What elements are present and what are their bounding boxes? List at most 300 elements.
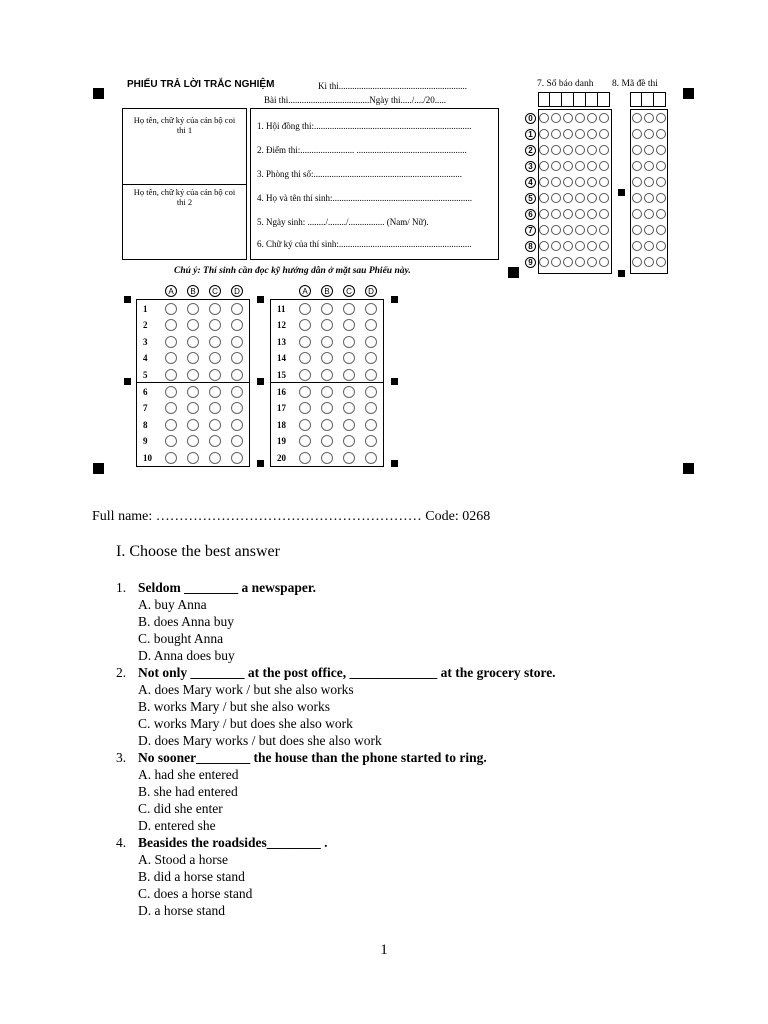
- exam-code-bubble[interactable]: [632, 145, 642, 155]
- exam-code-bubble[interactable]: [644, 241, 654, 251]
- candidate-id-bubble[interactable]: [563, 257, 573, 267]
- answer-bubble[interactable]: [165, 435, 177, 447]
- exam-code-bubble[interactable]: [644, 113, 654, 123]
- column-d-label: D: [231, 285, 243, 297]
- answer-bubble[interactable]: [209, 419, 221, 431]
- answer-bubble[interactable]: [165, 369, 177, 381]
- answer-option[interactable]: B. she had entered: [138, 784, 238, 799]
- candidate-id-bubble[interactable]: [563, 145, 573, 155]
- registration-mark: [124, 296, 131, 303]
- answer-row: [270, 400, 387, 416]
- candidate-id-bubble[interactable]: [539, 225, 549, 235]
- answer-bubble[interactable]: [187, 402, 199, 414]
- answer-bubble[interactable]: [343, 402, 355, 414]
- candidate-id-bubble[interactable]: [587, 145, 597, 155]
- question-item: [116, 749, 736, 834]
- candidate-id-bubble[interactable]: [551, 241, 561, 251]
- answer-bubble[interactable]: [209, 336, 221, 348]
- answer-bubble[interactable]: [231, 452, 243, 464]
- exam-code-bubble[interactable]: [644, 145, 654, 155]
- answer-bubble[interactable]: [187, 386, 199, 398]
- answer-row: [136, 433, 253, 449]
- answer-bubble[interactable]: [165, 352, 177, 364]
- answer-bubble[interactable]: [299, 419, 311, 431]
- answer-row: [270, 350, 387, 366]
- answer-bubble[interactable]: [231, 319, 243, 331]
- answer-bubble[interactable]: [365, 386, 377, 398]
- registration-mark: [93, 463, 104, 474]
- candidate-id-bubble[interactable]: [539, 193, 549, 203]
- exam-code-bubble[interactable]: [656, 145, 666, 155]
- answer-bubble[interactable]: [365, 402, 377, 414]
- candidate-id-bubble[interactable]: [575, 193, 585, 203]
- answer-bubble[interactable]: [231, 336, 243, 348]
- answer-bubble[interactable]: [209, 319, 221, 331]
- digit-label: 5: [525, 193, 536, 204]
- candidate-id-bubble[interactable]: [539, 257, 549, 267]
- answer-option[interactable]: A. had she entered: [138, 767, 239, 782]
- exam-code-row: [632, 256, 668, 268]
- answer-row-number: 9: [143, 436, 148, 447]
- answer-row-number: 18: [277, 419, 286, 430]
- candidate-id-bubble[interactable]: [551, 161, 561, 171]
- field-candidate-name: 4. Họ và tên thí sinh:..............................................................: [257, 193, 472, 203]
- candidate-id-bubble[interactable]: [563, 209, 573, 219]
- answer-option[interactable]: B. works Mary / but she also works: [138, 699, 330, 714]
- candidate-id-bubble[interactable]: [587, 193, 597, 203]
- answer-bubble[interactable]: [165, 336, 177, 348]
- question-text: Seldom ________ a newspaper.: [138, 580, 317, 595]
- digit-row: [525, 128, 611, 140]
- candidate-id-bubble[interactable]: [587, 177, 597, 187]
- digit-label: 3: [525, 161, 536, 172]
- exam-code-row: [632, 176, 668, 188]
- exam-code-bubble[interactable]: [632, 241, 642, 251]
- answer-bubble[interactable]: [365, 435, 377, 447]
- exam-code-row: [632, 240, 668, 252]
- answer-bubble[interactable]: [299, 352, 311, 364]
- answer-option[interactable]: D. entered she: [138, 818, 216, 833]
- candidate-id-bubble[interactable]: [587, 161, 597, 171]
- answer-bubble[interactable]: [209, 352, 221, 364]
- exam-code-label: 8. Mã đề thi: [612, 79, 658, 89]
- fullname-code-line: Full name: ………………………………………………… Code: 0268: [92, 509, 491, 524]
- answer-row: [136, 350, 253, 366]
- candidate-id-bubble[interactable]: [599, 225, 609, 235]
- answer-bubble[interactable]: [365, 419, 377, 431]
- answer-bubble[interactable]: [343, 452, 355, 464]
- answer-bubble[interactable]: [321, 369, 333, 381]
- answer-bubble[interactable]: [231, 402, 243, 414]
- exam-line: Kì thi.........................................................: [318, 81, 468, 91]
- answer-bubble[interactable]: [343, 303, 355, 315]
- registration-mark: [124, 378, 131, 385]
- exam-code-bubble[interactable]: [644, 257, 654, 267]
- answer-bubble[interactable]: [321, 386, 333, 398]
- answer-row: [136, 384, 253, 400]
- exam-code-bubble[interactable]: [656, 113, 666, 123]
- answer-bubble[interactable]: [299, 303, 311, 315]
- answer-option[interactable]: C. bought Anna: [138, 631, 224, 646]
- exam-code-bubble[interactable]: [632, 129, 642, 139]
- answer-bubble[interactable]: [365, 336, 377, 348]
- answer-row: [136, 400, 253, 416]
- answer-row-number: 19: [277, 436, 286, 447]
- exam-code-bubble[interactable]: [632, 257, 642, 267]
- candidate-id-bubble[interactable]: [599, 129, 609, 139]
- answer-bubble[interactable]: [365, 369, 377, 381]
- answer-row: [270, 417, 387, 433]
- registration-mark: [683, 88, 694, 99]
- answer-option[interactable]: C. works Mary / but does she also work: [138, 716, 353, 731]
- answer-bubble[interactable]: [187, 319, 199, 331]
- answer-option[interactable]: B. did a horse stand: [138, 869, 245, 884]
- question-list: [116, 579, 736, 919]
- answer-bubble[interactable]: [209, 386, 221, 398]
- digit-row: [525, 208, 611, 220]
- answer-row: [270, 367, 387, 383]
- answer-option[interactable]: D. does Mary works / but does she also work: [138, 733, 382, 748]
- answer-bubble[interactable]: [209, 303, 221, 315]
- candidate-id-bubble[interactable]: [551, 193, 561, 203]
- answer-row-number: 11: [277, 304, 286, 314]
- exam-code-bubble[interactable]: [656, 193, 666, 203]
- candidate-id-bubble[interactable]: [587, 129, 597, 139]
- answer-bubble[interactable]: [165, 402, 177, 414]
- answer-row-number: 4: [143, 353, 148, 364]
- answer-bubble[interactable]: [187, 303, 199, 315]
- answer-bubble[interactable]: [321, 435, 333, 447]
- candidate-id-bubble[interactable]: [575, 177, 585, 187]
- exam-code-row: [632, 144, 668, 156]
- column-a-label: A: [165, 285, 177, 297]
- candidate-id-bubble[interactable]: [575, 161, 585, 171]
- answer-bubble[interactable]: [165, 419, 177, 431]
- answer-bubble[interactable]: [321, 352, 333, 364]
- answer-option[interactable]: A. does Mary work / but she also works: [138, 682, 354, 697]
- question-text: No sooner________ the house than the phone started to ring.: [138, 750, 487, 765]
- answer-option[interactable]: C. did she enter: [138, 801, 223, 816]
- question-item: [116, 579, 736, 664]
- answer-row-number: 20: [277, 452, 286, 463]
- exam-code-row: [632, 112, 668, 124]
- digit-row: [525, 144, 611, 156]
- sheet-title: PHIẾU TRẢ LỜI TRẮC NGHIỆM: [127, 79, 275, 90]
- candidate-id-bubble[interactable]: [575, 129, 585, 139]
- candidate-id-bubble[interactable]: [539, 241, 549, 251]
- exam-code-bubble[interactable]: [656, 129, 666, 139]
- candidate-id-bubble[interactable]: [539, 209, 549, 219]
- candidate-id-bubble[interactable]: [551, 209, 561, 219]
- field-birthdate: 5. Ngày sinh: ......../......../................ (Nam/ Nữ).: [257, 217, 429, 227]
- digit-label: 1: [525, 129, 536, 140]
- digit-row: [525, 176, 611, 188]
- answer-row: [270, 450, 387, 466]
- answer-bubble[interactable]: [231, 369, 243, 381]
- candidate-id-bubble[interactable]: [575, 113, 585, 123]
- question-number: 4.: [116, 835, 127, 850]
- answer-row-number: 7: [143, 403, 148, 414]
- answer-bubble[interactable]: [365, 303, 377, 315]
- digit-row: [525, 192, 611, 204]
- registration-mark: [618, 189, 625, 196]
- exam-code-row: [632, 224, 668, 236]
- candidate-id-bubble[interactable]: [587, 225, 597, 235]
- registration-mark: [257, 378, 264, 385]
- exam-code-boxes: [630, 92, 666, 107]
- answer-bubble[interactable]: [299, 402, 311, 414]
- answer-bubble[interactable]: [321, 319, 333, 331]
- digit-label: 8: [525, 241, 536, 252]
- question-item: [116, 664, 736, 749]
- answer-bubble[interactable]: [343, 369, 355, 381]
- candidate-id-bubble[interactable]: [539, 113, 549, 123]
- question-number: 2.: [116, 665, 127, 680]
- answer-bubble[interactable]: [209, 402, 221, 414]
- candidate-id-bubble[interactable]: [599, 113, 609, 123]
- answer-option[interactable]: A. Stood a horse: [138, 852, 228, 867]
- candidate-id-bubble[interactable]: [599, 161, 609, 171]
- registration-mark: [257, 460, 264, 467]
- candidate-id-bubble[interactable]: [563, 161, 573, 171]
- field-signature: 6. Chữ ký của thí sinh:...........................................................: [257, 239, 472, 249]
- answer-row: [270, 334, 387, 350]
- answer-row: [136, 367, 253, 383]
- digit-row: [525, 160, 611, 172]
- answer-bubble[interactable]: [209, 435, 221, 447]
- digit-label: 2: [525, 145, 536, 156]
- answer-bubble[interactable]: [343, 319, 355, 331]
- field-room: 3. Phòng thi số:..................................................................: [257, 169, 463, 179]
- candidate-id-bubble[interactable]: [575, 145, 585, 155]
- digit-row: [525, 224, 611, 236]
- exam-code-bubble[interactable]: [632, 193, 642, 203]
- registration-mark: [683, 463, 694, 474]
- answer-option[interactable]: C. does a horse stand: [138, 886, 253, 901]
- answer-row: [136, 334, 253, 350]
- section-title: I. Choose the best answer: [116, 543, 280, 560]
- candidate-id-bubble[interactable]: [587, 209, 597, 219]
- candidate-id-bubble[interactable]: [599, 193, 609, 203]
- answer-row-number: 2: [143, 320, 148, 331]
- answer-row: [270, 301, 387, 317]
- answer-row: [136, 450, 253, 466]
- answer-option[interactable]: A. buy Anna: [138, 597, 207, 612]
- answer-bubble[interactable]: [231, 352, 243, 364]
- exam-code-bubble[interactable]: [644, 225, 654, 235]
- answer-bubble[interactable]: [365, 352, 377, 364]
- digit-label: 7: [525, 225, 536, 236]
- exam-code-row: [632, 128, 668, 140]
- candidate-id-bubble[interactable]: [551, 257, 561, 267]
- answer-row: [136, 317, 253, 333]
- answer-row-number: 12: [277, 320, 286, 331]
- question-number: 1.: [116, 580, 127, 595]
- exam-code-bubble[interactable]: [656, 241, 666, 251]
- answer-option[interactable]: D. Anna does buy: [138, 648, 235, 663]
- answer-bubble[interactable]: [231, 419, 243, 431]
- answer-bubble[interactable]: [187, 352, 199, 364]
- candidate-id-bubble[interactable]: [539, 161, 549, 171]
- exam-code-bubble[interactable]: [632, 209, 642, 219]
- candidate-id-bubble[interactable]: [551, 177, 561, 187]
- answer-bubble[interactable]: [165, 386, 177, 398]
- answer-row-number: 3: [143, 336, 148, 347]
- digit-row: [525, 240, 611, 252]
- answer-row-number: 1: [143, 304, 148, 314]
- answer-bubble[interactable]: [299, 319, 311, 331]
- answer-bubble[interactable]: [231, 386, 243, 398]
- candidate-id-bubble[interactable]: [551, 225, 561, 235]
- instruction-note: Chú ý: Thí sinh cần đọc kỹ hướng dẫn ở mặt sau Phiếu này.: [174, 266, 411, 276]
- digit-label: 9: [525, 257, 536, 268]
- answer-row: [270, 433, 387, 449]
- column-b-label: B: [187, 285, 199, 297]
- answer-bubble[interactable]: [343, 352, 355, 364]
- exam-code-row: [632, 192, 668, 204]
- answer-bubble[interactable]: [299, 452, 311, 464]
- exam-code-bubble[interactable]: [632, 161, 642, 171]
- candidate-id-bubble[interactable]: [563, 113, 573, 123]
- exam-code-bubble[interactable]: [656, 225, 666, 235]
- column-d-label: D: [365, 285, 377, 297]
- candidate-id-bubble[interactable]: [575, 225, 585, 235]
- answer-bubble[interactable]: [321, 303, 333, 315]
- answer-row: [136, 301, 253, 317]
- candidate-id-bubble[interactable]: [575, 209, 585, 219]
- candidate-id-bubble[interactable]: [599, 177, 609, 187]
- exam-code-row: [632, 160, 668, 172]
- answer-row-number: 13: [277, 336, 286, 347]
- answer-bubble[interactable]: [299, 386, 311, 398]
- candidate-id-bubble[interactable]: [563, 225, 573, 235]
- answer-bubble[interactable]: [209, 369, 221, 381]
- answer-bubble[interactable]: [365, 452, 377, 464]
- candidate-id-bubble[interactable]: [563, 241, 573, 251]
- answer-bubble[interactable]: [187, 435, 199, 447]
- answer-bubble[interactable]: [343, 336, 355, 348]
- answer-bubble[interactable]: [343, 435, 355, 447]
- answer-bubble[interactable]: [299, 369, 311, 381]
- question-text: Not only ________ at the post office, _____________ at the grocery store.: [138, 665, 556, 680]
- candidate-id-bubble[interactable]: [575, 257, 585, 267]
- answer-bubble[interactable]: [187, 419, 199, 431]
- candidate-id-bubble[interactable]: [599, 145, 609, 155]
- candidate-id-bubble[interactable]: [539, 177, 549, 187]
- registration-mark: [391, 460, 398, 467]
- exam-code-bubble[interactable]: [644, 177, 654, 187]
- exam-code-bubble[interactable]: [632, 225, 642, 235]
- answer-bubble[interactable]: [165, 319, 177, 331]
- exam-code-bubble[interactable]: [644, 209, 654, 219]
- answer-bubble[interactable]: [187, 369, 199, 381]
- candidate-id-bubble[interactable]: [551, 113, 561, 123]
- candidate-id-bubble[interactable]: [551, 129, 561, 139]
- question-item: [116, 834, 736, 919]
- field-council: 1. Hội đồng thi:......................................................................: [257, 121, 472, 131]
- answer-bubble[interactable]: [321, 402, 333, 414]
- answer-row-number: 15: [277, 369, 286, 380]
- answer-row-number: 6: [143, 387, 148, 397]
- candidate-id-bubble[interactable]: [599, 257, 609, 267]
- exam-code-row: [632, 208, 668, 220]
- exam-code-bubble[interactable]: [656, 177, 666, 187]
- registration-mark: [391, 378, 398, 385]
- proctor-1-label: Họ tên, chữ ký của cán bộ coi thi 1: [133, 115, 236, 135]
- candidate-id-bubble[interactable]: [539, 145, 549, 155]
- question-number: 3.: [116, 750, 127, 765]
- answer-option[interactable]: B. does Anna buy: [138, 614, 234, 629]
- answer-row-number: 16: [277, 387, 286, 397]
- candidate-id-bubble[interactable]: [551, 145, 561, 155]
- candidate-id-bubble[interactable]: [599, 209, 609, 219]
- answer-bubble[interactable]: [231, 435, 243, 447]
- column-b-label: B: [321, 285, 333, 297]
- registration-mark: [257, 296, 264, 303]
- page-number: 1: [380, 942, 388, 958]
- candidate-id-bubble[interactable]: [587, 113, 597, 123]
- answer-option[interactable]: D. a horse stand: [138, 903, 225, 918]
- exam-code-bubble[interactable]: [632, 177, 642, 187]
- proctor-divider: [122, 184, 247, 185]
- registration-mark: [618, 270, 625, 277]
- registration-mark: [93, 88, 104, 99]
- digit-label: 6: [525, 209, 536, 220]
- candidate-id-bubble[interactable]: [587, 257, 597, 267]
- answer-row-number: 10: [143, 452, 152, 463]
- answer-row: [136, 417, 253, 433]
- answer-bubble[interactable]: [343, 419, 355, 431]
- answer-bubble[interactable]: [165, 452, 177, 464]
- exam-code-bubble[interactable]: [656, 257, 666, 267]
- answer-bubble[interactable]: [231, 303, 243, 315]
- exam-code-bubble[interactable]: [656, 161, 666, 171]
- exam-code-bubble[interactable]: [656, 209, 666, 219]
- registration-mark: [508, 267, 519, 278]
- answer-bubble[interactable]: [187, 452, 199, 464]
- answer-bubble[interactable]: [209, 452, 221, 464]
- exam-code-bubble[interactable]: [632, 113, 642, 123]
- candidate-id-bubble[interactable]: [563, 177, 573, 187]
- candidate-id-bubble[interactable]: [563, 129, 573, 139]
- answer-bubble[interactable]: [299, 435, 311, 447]
- answer-row-number: 14: [277, 353, 286, 364]
- answer-bubble[interactable]: [321, 452, 333, 464]
- answer-row: [270, 317, 387, 333]
- answer-bubble[interactable]: [299, 336, 311, 348]
- candidate-id-bubble[interactable]: [599, 241, 609, 251]
- candidate-id-bubble[interactable]: [587, 241, 597, 251]
- answer-bubble[interactable]: [321, 336, 333, 348]
- candidate-id-bubble[interactable]: [575, 241, 585, 251]
- answer-bubble[interactable]: [165, 303, 177, 315]
- candidate-id-bubble[interactable]: [563, 193, 573, 203]
- digit-row: [525, 112, 611, 124]
- answer-bubble[interactable]: [343, 386, 355, 398]
- answer-bubble[interactable]: [365, 319, 377, 331]
- exam-code-bubble[interactable]: [644, 161, 654, 171]
- answer-bubble[interactable]: [187, 336, 199, 348]
- digit-row: [525, 256, 611, 268]
- exam-code-bubble[interactable]: [644, 193, 654, 203]
- registration-mark: [391, 296, 398, 303]
- candidate-id-bubble[interactable]: [539, 129, 549, 139]
- exam-code-bubble[interactable]: [644, 129, 654, 139]
- column-c-label: C: [343, 285, 355, 297]
- candidate-id-boxes: [538, 92, 610, 107]
- answer-bubble[interactable]: [321, 419, 333, 431]
- answer-row-number: 5: [143, 369, 148, 380]
